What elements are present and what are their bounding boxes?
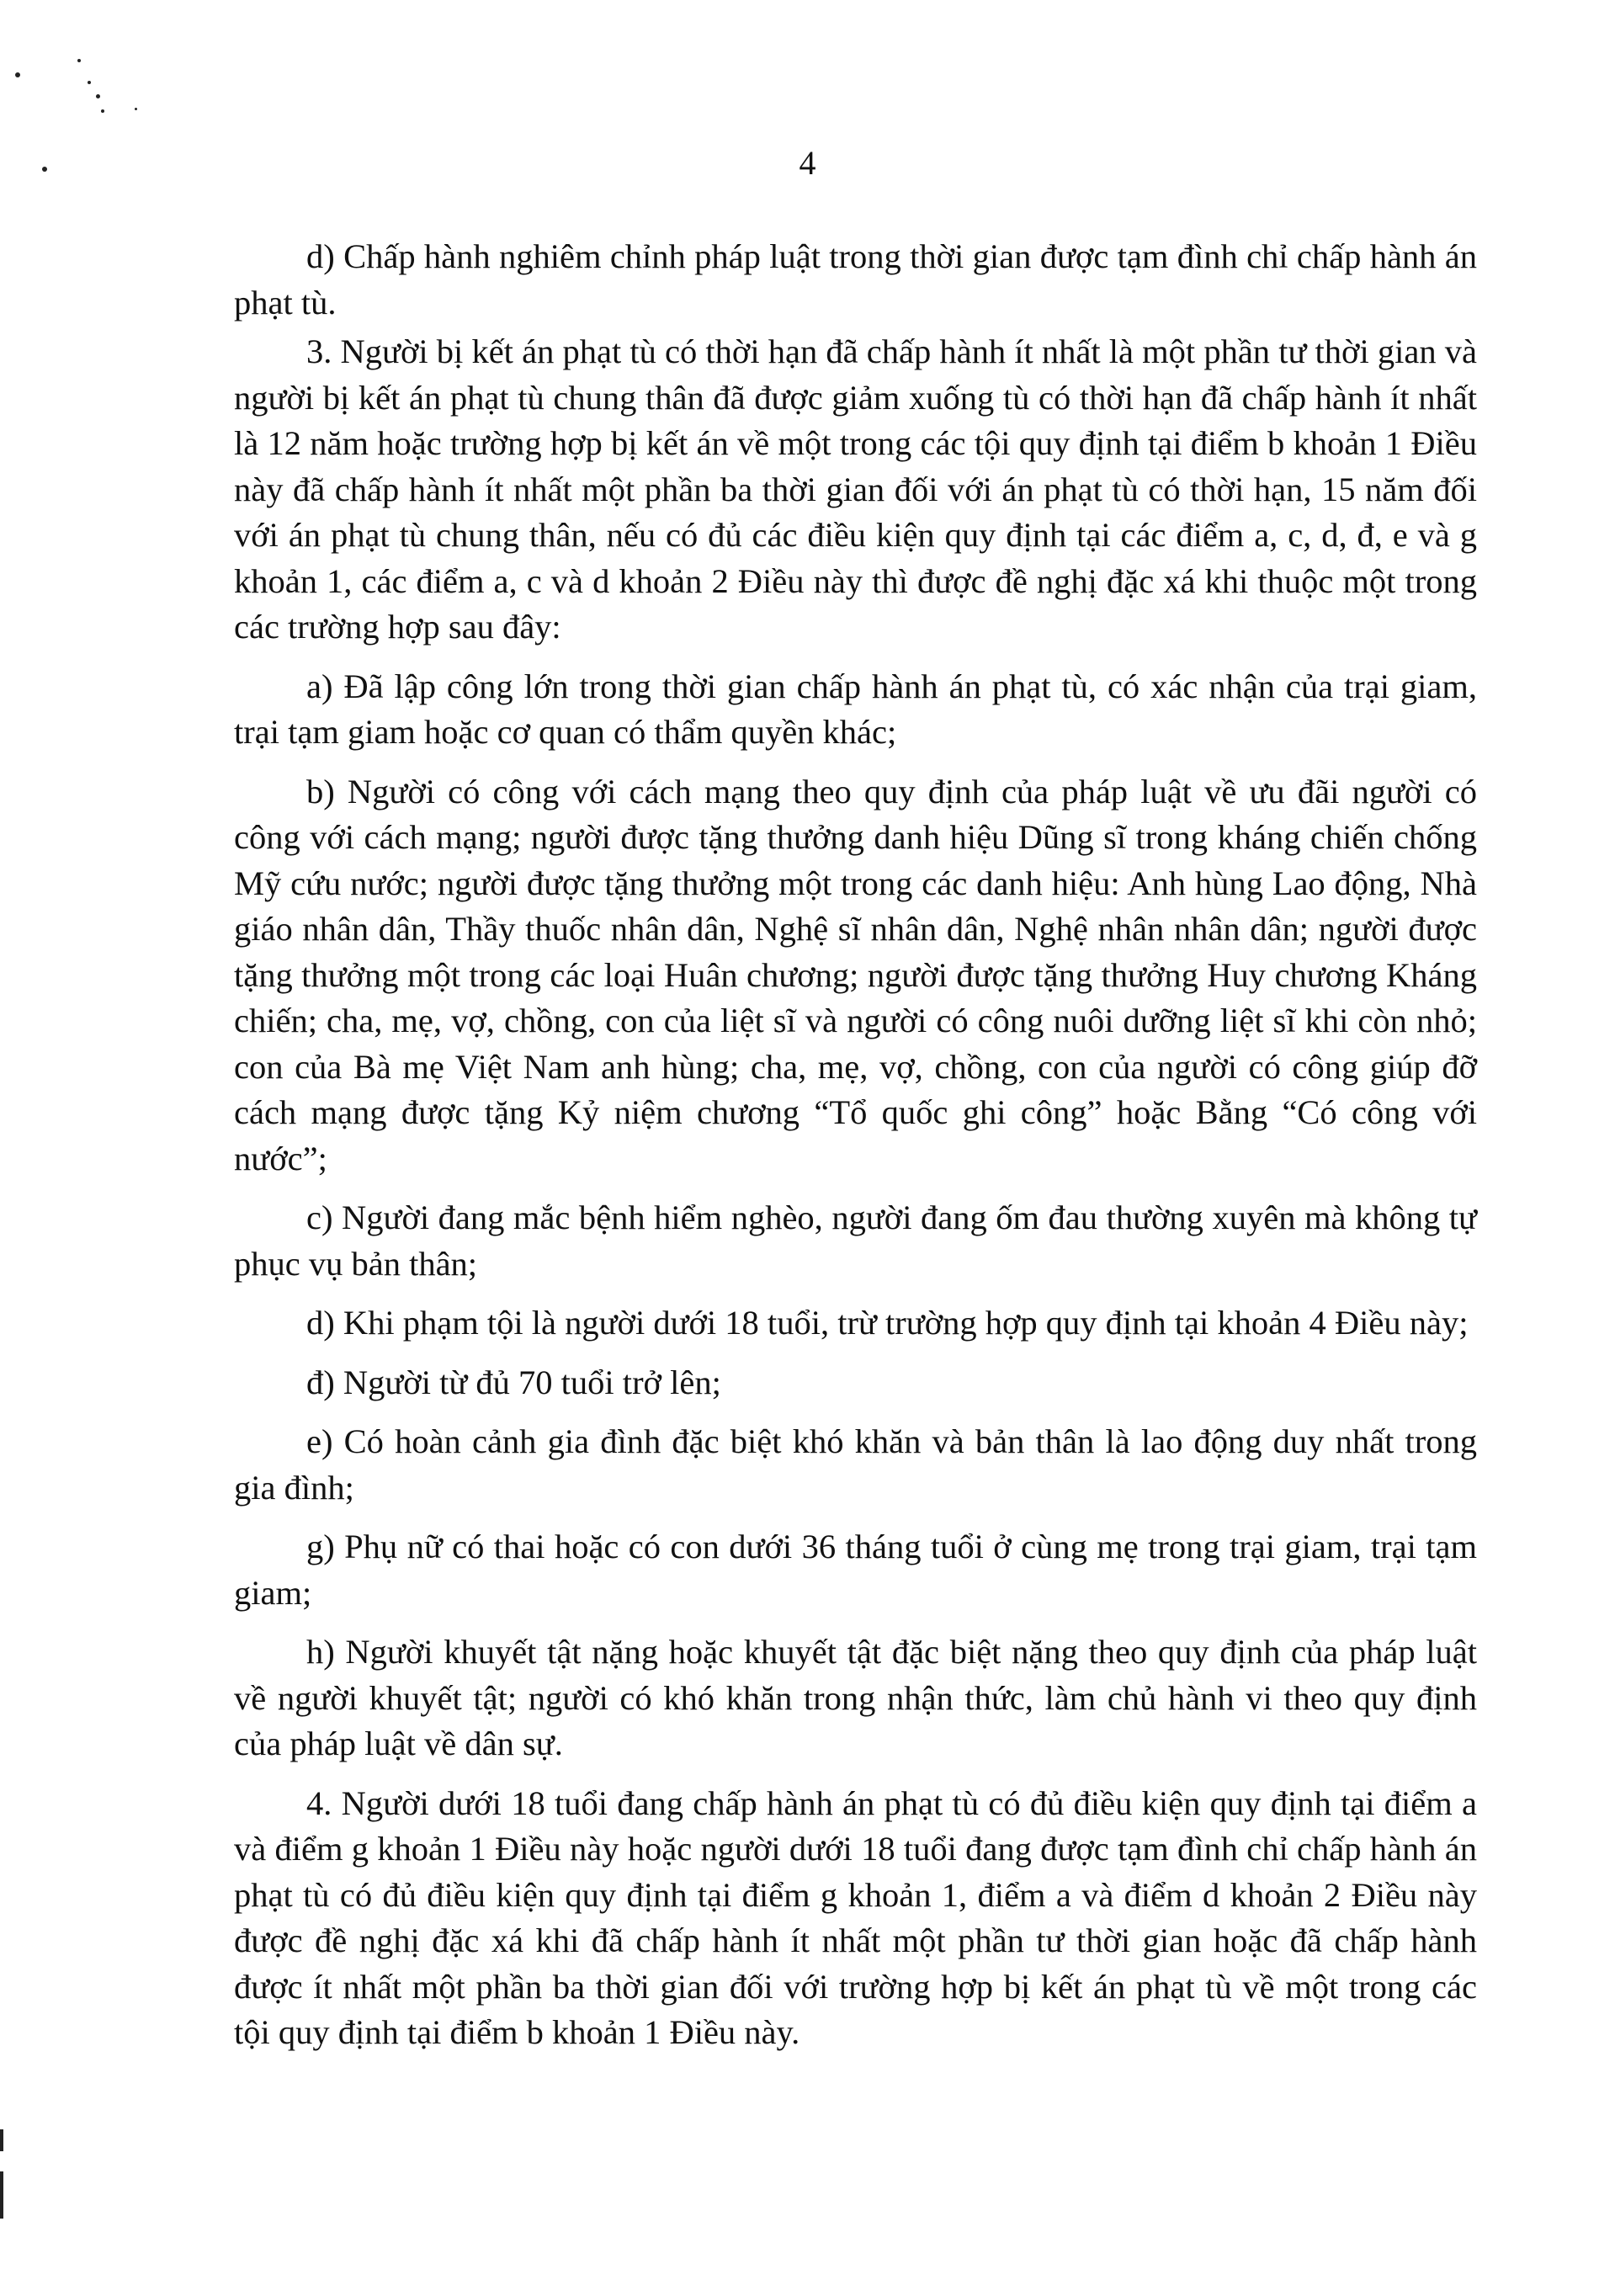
scan-speck: [101, 109, 104, 113]
paragraph-clause-3: 3. Người bị kết án phạt tù có thời hạn đã chấp hành ít nhất là một phần tư thời gian và người bị kết án phạt tù chung thân đã được giảm xuống tù có thời hạn đã chấp hành ít nhất là 12 năm hoặc trường hợp bị kết án về một trong các tội quy định tại điểm b khoản 1 Điều này đã chấp hành ít nhất một phần ba thời gian đối với án phạt tù có thời hạn, 15 năm đối với án phạt tù chung thân, nếu có đủ các điều kiện quy định tại các điểm a, c, d, đ, e và g khoản 1, các điểm a, c và d khoản 2 Điều này thì được đề nghị đặc xá khi thuộc một trong các trường hợp sau đây:: [234, 332, 1477, 646]
scan-speck: [88, 81, 91, 84]
scan-speck: [96, 94, 100, 98]
paragraph-point-e: e) Có hoàn cảnh gia đình đặc biệt khó khăn và bản thân là lao động duy nhất trong gia đình;: [234, 1422, 1477, 1507]
scan-speck: [135, 108, 137, 110]
paragraph-clause-4: 4. Người dưới 18 tuổi đang chấp hành án phạt tù có đủ điều kiện quy định tại điểm a và điểm g khoản 1 Điều này hoặc người dưới 18 tuổi đang được tạm đình chỉ chấp hành án phạt tù có đủ điều kiện quy định tại điểm g khoản 1, điểm a và điểm d khoản 2 Điều này được đề nghị đặc xá khi đã chấp hành ít nhất một phần tư thời gian hoặc đã chấp hành được ít nhất một phần ba thời gian đối với trường hợp bị kết án phạt tù về một trong các tội quy định tại điểm b khoản 1 Điều này.: [234, 1783, 1477, 2051]
scan-edge-mark: [0, 2171, 3, 2219]
page-number: 4: [799, 144, 816, 182]
paragraph-point-b: b) Người có công với cách mạng theo quy định của pháp luật về ưu đãi người có công với cách mạng; người được tặng thưởng danh hiệu Dũng sĩ trong kháng chiến chống Mỹ cứu nước; người được tặng thưởng một trong các danh hiệu: Anh hùng Lao động, Nhà giáo nhân dân, Thầy thuốc nhân dân, Nghệ sĩ nhân dân, Nghệ nhân nhân dân; người được tặng thưởng một trong các loại Huân chương; người được tặng thưởng Huy chương Kháng chiến; cha, mẹ, vợ, chồng, con của liệt sĩ và người có công nuôi dưỡng liệt sĩ khi còn nhỏ; con của Bà mẹ Việt Nam anh hùng; cha, mẹ, vợ, chồng, con của người có công giúp đỡ cách mạng được tặng Kỷ niệm chương “Tổ quốc ghi công” hoặc Bằng “Có công với nước”;: [234, 772, 1477, 1177]
paragraph-point-d-compliance: d) Chấp hành nghiêm chỉnh pháp luật trong thời gian được tạm đình chỉ chấp hành án phạt tù.: [234, 237, 1477, 322]
paragraph-point-dd: đ) Người từ đủ 70 tuổi trở lên;: [306, 1363, 721, 1401]
scan-speck: [77, 59, 81, 62]
document-body: [234, 234, 1477, 2070]
scan-edge-mark: [0, 2129, 3, 2151]
paragraph-point-a: a) Đã lập công lớn trong thời gian chấp hành án phạt tù, có xác nhận của trại giam, trại tạm giam hoặc cơ quan có thẩm quyền khác;: [234, 667, 1477, 751]
paragraph-point-h: h) Người khuyết tật nặng hoặc khuyết tật đặc biệt nặng theo quy định của pháp luật về người khuyết tật; người có khó khăn trong nhận thức, làm chủ hành vi theo quy định của pháp luật về dân sự.: [234, 1633, 1477, 1762]
paragraph-point-c: c) Người đang mắc bệnh hiểm nghèo, người đang ốm đau thường xuyên mà không tự phục vụ bản thân;: [234, 1198, 1477, 1283]
paragraph-point-d-minor: d) Khi phạm tội là người dưới 18 tuổi, trừ trường hợp quy định tại khoản 4 Điều này;: [306, 1304, 1469, 1342]
paragraph-point-g: g) Phụ nữ có thai hoặc có con dưới 36 tháng tuổi ở cùng mẹ trong trại giam, trại tạm giam;: [234, 1528, 1477, 1612]
scan-speck: [15, 72, 20, 77]
